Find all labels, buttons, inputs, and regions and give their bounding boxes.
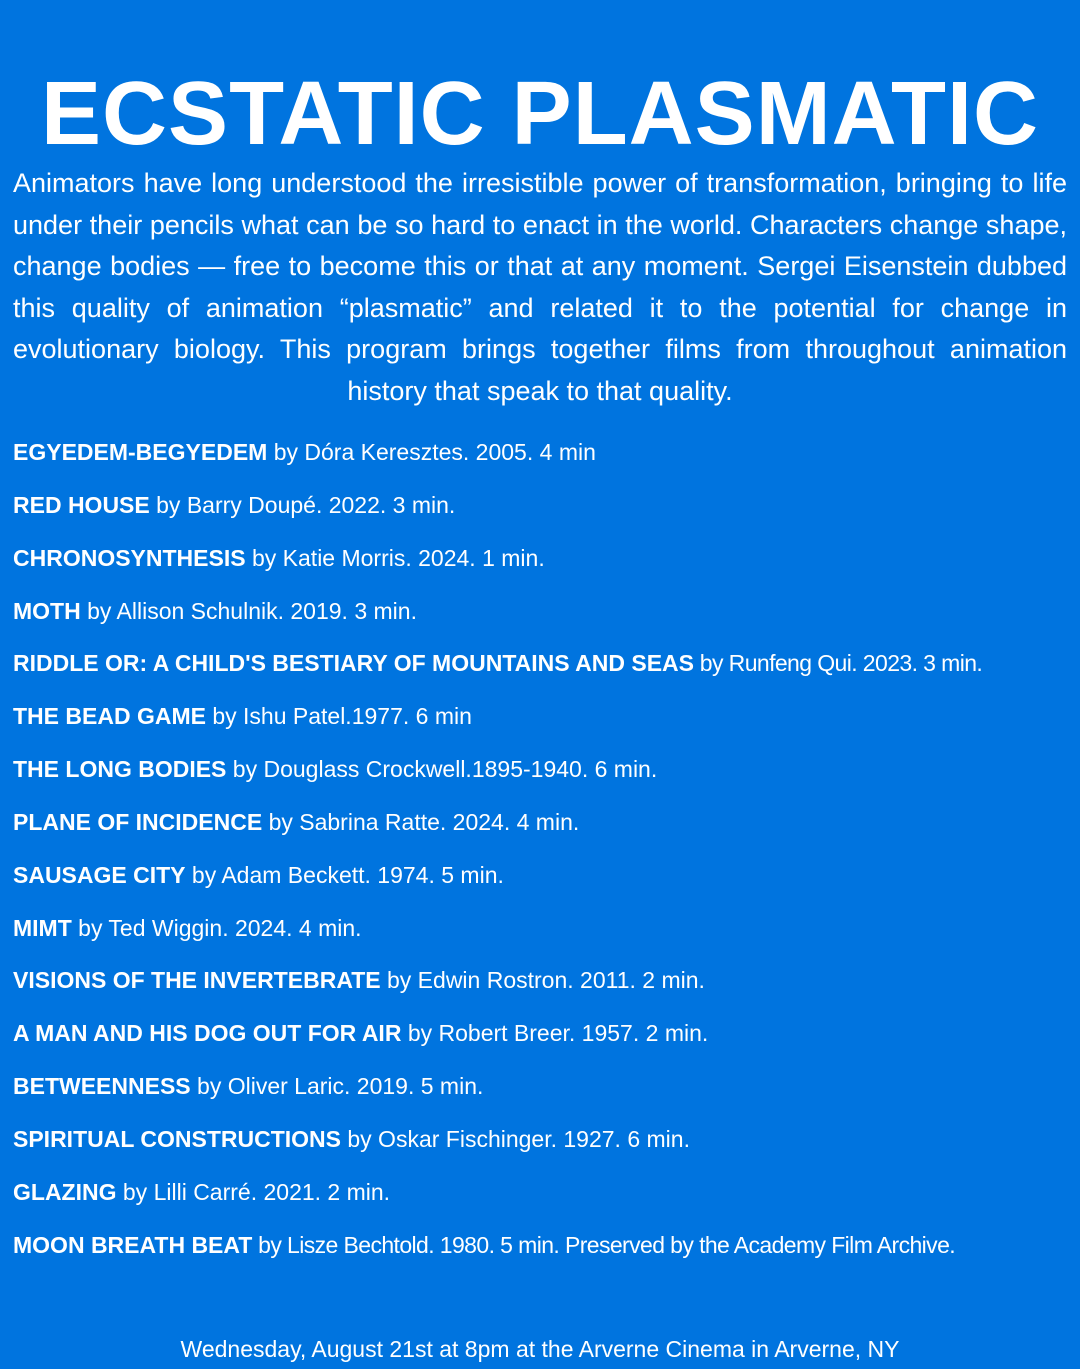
film-title: RED HOUSE [13,491,150,518]
film-item [13,796,1073,849]
program-title: ECSTATIC PLASMATIC [41,64,1039,165]
film-title: PLANE OF INCIDENCE [13,808,263,835]
film-list [13,426,1073,1272]
screening-info: Wednesday, August 21st at 8pm at the Arverne Cinema in Arverne, NY [180,1336,900,1362]
film-credit: by Barry Doupé. 2022. 3 min. [149,491,456,518]
film-title: A MAN AND HIS DOG OUT FOR AIR [13,1020,402,1047]
film-title: SAUSAGE CITY [13,861,186,888]
film-credit: by Lisze Bechtold. 1980. 5 min. Preserved by the Academy Film Archive. [252,1231,956,1258]
film-credit: by Ishu Patel.1977. 6 min [205,703,472,730]
film-item [13,954,1073,1007]
film-item [13,1166,1073,1219]
film-title: THE BEAD GAME [13,703,206,730]
film-item [13,479,1073,532]
film-item [13,1219,1073,1272]
film-credit: by Adam Beckett. 1974. 5 min. [185,861,504,888]
film-item [13,637,1073,690]
film-item [13,849,1073,902]
film-credit: by Oskar Fischinger. 1927. 6 min. [340,1125,690,1152]
film-credit: by Oliver Laric. 2019. 5 min. [190,1073,484,1100]
film-title: CHRONOSYNTHESIS [13,544,246,571]
film-credit: by Ted Wiggin. 2024. 4 min. [71,914,362,941]
film-title: VISIONS OF THE INVERTEBRATE [13,967,381,994]
film-title: EGYEDEM-BEGYEDEM [13,439,268,465]
film-item [13,1007,1073,1060]
film-title: MOON BREATH BEAT [13,1231,253,1258]
film-title: MIMT [13,914,72,941]
program-description: Animators have long understood the irresistible power of transformation, bringing to life under their pencils what can be so hard to enact in the world. Characters change shape, change bodies — free to become this or that at any moment. Sergei Eisenstein dubbed this quality of animation “plasmatic” and related it to the potential for change in evolutionary biology. This program brings together films from throughout animation history that speak to that quality. [13,168,1067,406]
film-credit: by Allison Schulnik. 2019. 3 min. [80,597,417,624]
film-item [13,743,1073,796]
film-item [13,690,1073,743]
film-item [13,1060,1073,1113]
film-title: SPIRITUAL CONSTRUCTIONS [13,1125,341,1152]
film-title: RIDDLE OR: A CHILD'S BESTIARY OF MOUNTAINS AND SEAS [13,650,695,677]
film-credit: by Runfeng Qui. 2023. 3 min. [694,650,983,677]
film-credit: by Douglass Crockwell.1895-1940. 6 min. [226,756,658,783]
film-credit: by Dóra Keresztes. 2005. 4 min [267,439,596,465]
film-item [13,1113,1073,1166]
film-credit: by Robert Breer. 1957. 2 min. [401,1020,709,1047]
film-item [13,532,1073,585]
film-credit: by Edwin Rostron. 2011. 2 min. [380,967,705,994]
film-title: THE LONG BODIES [13,756,227,783]
film-credit: by Katie Morris. 2024. 1 min. [245,544,545,571]
film-item [13,902,1073,955]
film-title: MOTH [13,597,81,624]
film-credit: by Sabrina Ratte. 2024. 4 min. [262,808,580,835]
film-credit: by Lilli Carré. 2021. 2 min. [116,1178,391,1205]
film-item [13,426,1073,479]
film-title: GLAZING [13,1178,117,1205]
film-item [13,585,1073,638]
film-title: BETWEENNESS [13,1073,191,1100]
